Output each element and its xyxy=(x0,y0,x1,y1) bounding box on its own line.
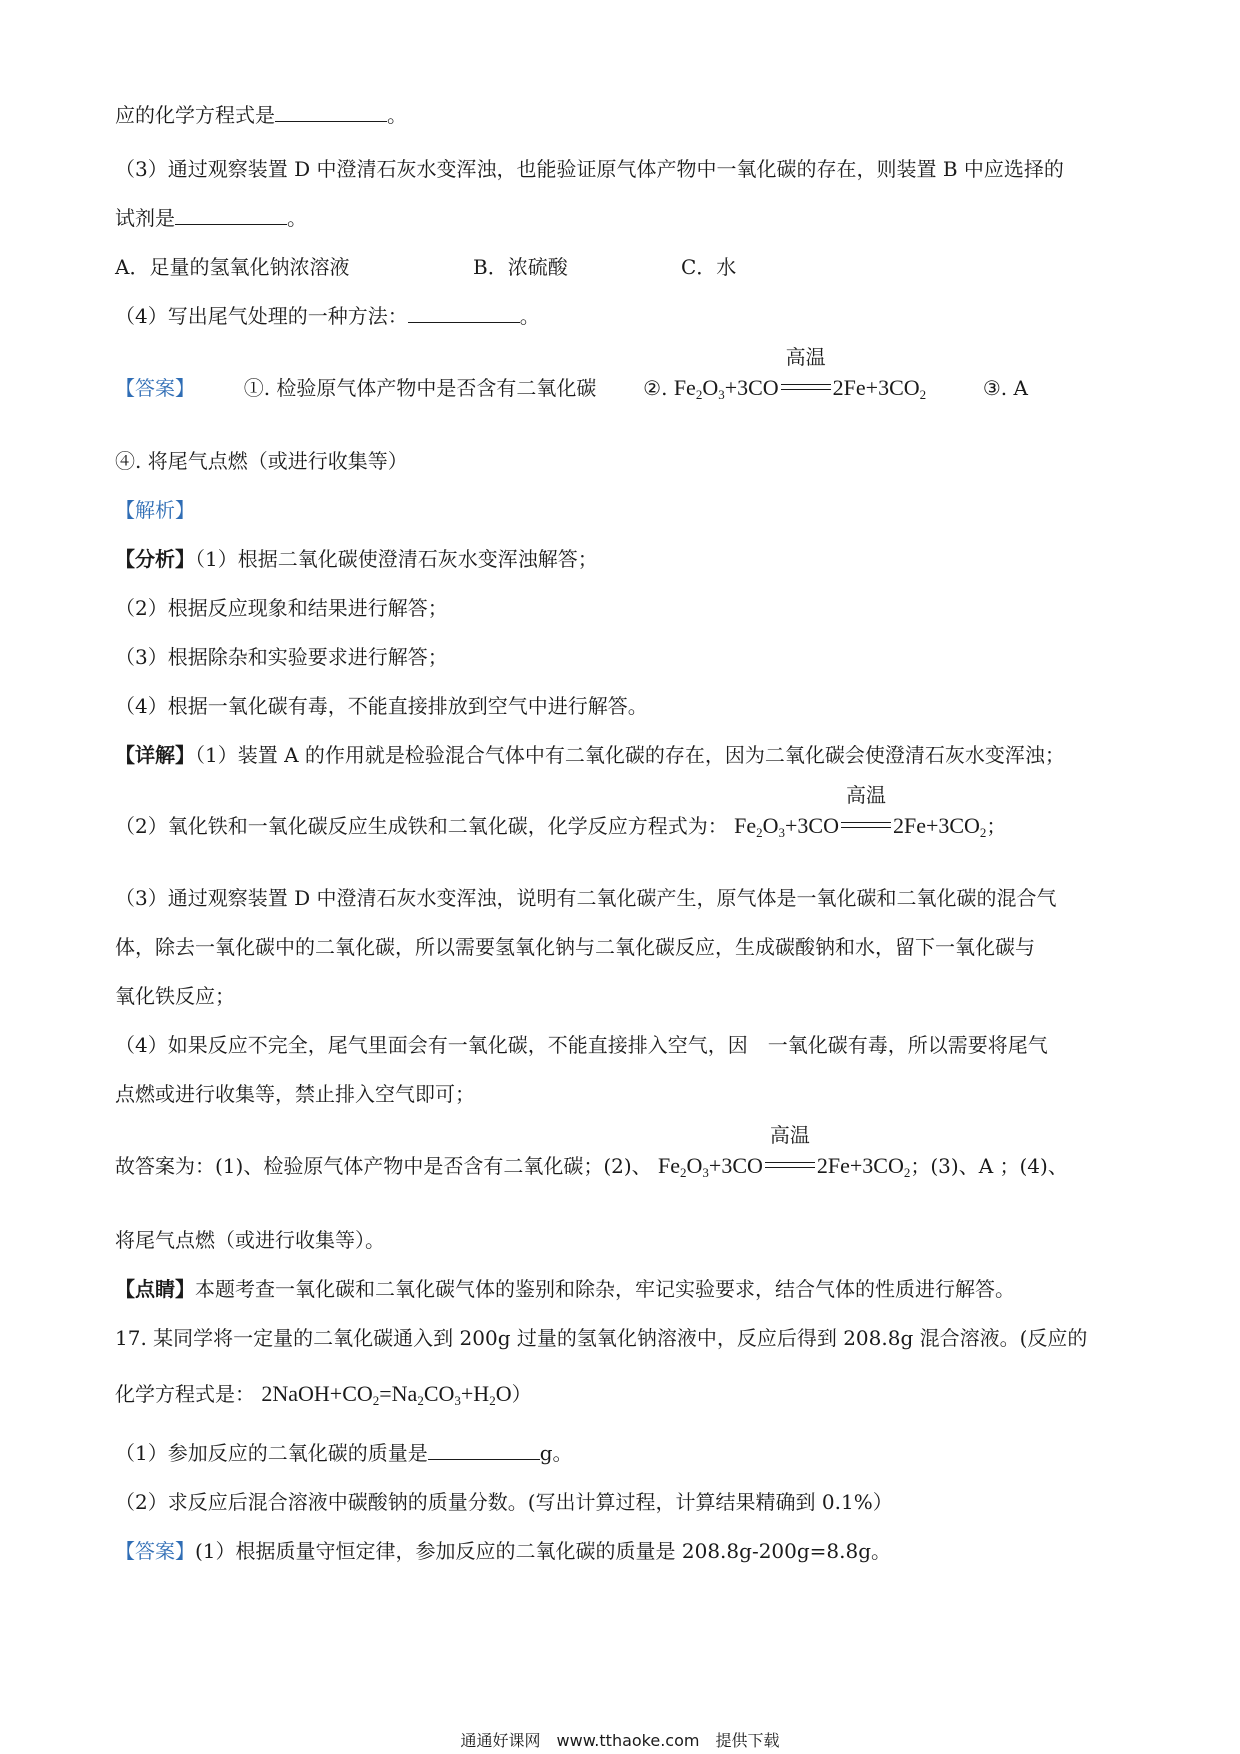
answer-line-4: ④. 将尾气点燃（或进行收集等） xyxy=(115,449,408,473)
question-17: 17. 某同学将一定量的二氧化碳通入到 200g 过量的氢氧化钠溶液中，反应后得到 208.8g 混合溶液。(反应的 xyxy=(115,1326,1088,1350)
text-line: （3）根据除杂和实验要求进行解答； xyxy=(115,645,448,669)
answer-blank xyxy=(428,1439,540,1460)
text-line: 化学方程式是： $2NaOH+CO_2=Na_2CO_3+H_2O$） xyxy=(115,1381,532,1408)
text-line: 试剂是 。 xyxy=(115,206,307,230)
answer-blank xyxy=(408,302,520,323)
text-line: 氧化铁反应； xyxy=(115,984,235,1008)
text-line: 【点睛】本题考查一氧化碳和二氧化碳气体的鉴别和除杂，牢记实验要求，结合气体的性质进行解答。 xyxy=(115,1277,1015,1301)
text-line: 体，除去一氧化碳中的二氧化碳，所以需要氢氧化钠与二氧化碳反应，生成碳酸钠和水，留下一氧化碳与 xyxy=(115,935,1035,959)
reaction-condition: 高温 xyxy=(781,374,831,402)
text-line: （3）通过观察装置 D 中澄清石灰水变浑浊，也能验证原气体产物中一氧化碳的存在，则装置 B 中应选择的 xyxy=(115,157,1064,181)
answer-line: 【答案】 ①. 检验原气体产物中是否含有二氧化碳 ②. $Fe_2O_3+3CO$ 高温 $2Fe+3CO_2$ ③. A xyxy=(115,345,1028,402)
answer-tag: 【答案】 xyxy=(115,376,195,400)
text-line: 【答案】(1）根据质量守恒定律，参加反应的二氧化碳的质量是 208.8g-200g=8.8g。 xyxy=(115,1539,892,1563)
reaction-condition: 高温 xyxy=(841,812,891,840)
text-line: （1）参加反应的二氧化碳的质量是 g。 xyxy=(115,1441,573,1465)
text-line: （2）氧化铁和一氧化碳反应生成铁和二氧化碳，化学反应方程式为： $Fe_2O_3+3CO$ 高温 $2Fe+3CO_2$； xyxy=(115,783,1007,840)
answer-blank xyxy=(175,204,287,225)
answer-blank xyxy=(275,101,387,122)
text-line: 应的化学方程式是 。 xyxy=(115,103,407,127)
text-line: （2）求反应后混合溶液中碳酸钠的质量分数。(写出计算过程，计算结果精确到 0.1%） xyxy=(115,1490,893,1514)
chemical-equation: $Fe_2O_3+3CO$ 高温 $2Fe+3CO_2$ xyxy=(673,345,927,402)
text-line: 故答案为：(1)、检验原气体产物中是否含有二氧化碳；(2)、 $Fe_2O_3+3CO$ 高温 $2Fe+3CO_2$；(3)、A ；(4)、 xyxy=(115,1123,1068,1180)
text-line: （4）根据一氧化碳有毒，不能直接排放到空气中进行解答。 xyxy=(115,694,648,718)
text-line: （3）通过观察装置 D 中澄清石灰水变浑浊，说明有二氧化碳产生，原气体是一氧化碳和二氧化碳的混合气 xyxy=(115,886,1057,910)
text-line: 将尾气点燃（或进行收集等）。 xyxy=(115,1228,385,1252)
text-line: 【分析】（1）根据二氧化碳使澄清石灰水变浑浊解答； xyxy=(115,547,598,571)
option-c: C．水 xyxy=(681,255,737,279)
chemical-equation: $2NaOH+CO_2=Na_2CO_3+H_2O$ xyxy=(261,1381,512,1408)
text-line: 【详解】（1）装置 A 的作用就是检验混合气体中有二氧化碳的存在，因为二氧化碳会使澄清石灰水变浑浊； xyxy=(115,743,1065,767)
chemical-equation: $Fe_2O_3+3CO$ 高温 $2Fe+3CO_2$ xyxy=(658,1123,911,1180)
chemical-equation: $Fe_2O_3+3CO$ 高温 $2Fe+3CO_2$ xyxy=(734,783,987,840)
analysis-tag: 【解析】 xyxy=(115,498,195,522)
text-line: （4）写出尾气处理的一种方法： 。 xyxy=(115,304,540,328)
reaction-condition: 高温 xyxy=(765,1152,815,1180)
text-line: （2）根据反应现象和结果进行解答； xyxy=(115,596,448,620)
page-footer: 通通好课网 www.tthaoke.com 提供下载 xyxy=(460,1731,780,1750)
text-line: 点燃或进行收集等，禁止排入空气即可； xyxy=(115,1082,475,1106)
option-b: B．浓硫酸 xyxy=(473,255,568,279)
text-line: （4）如果反应不完全，尾气里面会有一氧化碳，不能直接排入空气，因 一氧化碳有毒，所以需要将尾气 xyxy=(115,1033,1048,1057)
option-a: A．足量的氢氧化钠浓溶液 xyxy=(115,255,350,279)
